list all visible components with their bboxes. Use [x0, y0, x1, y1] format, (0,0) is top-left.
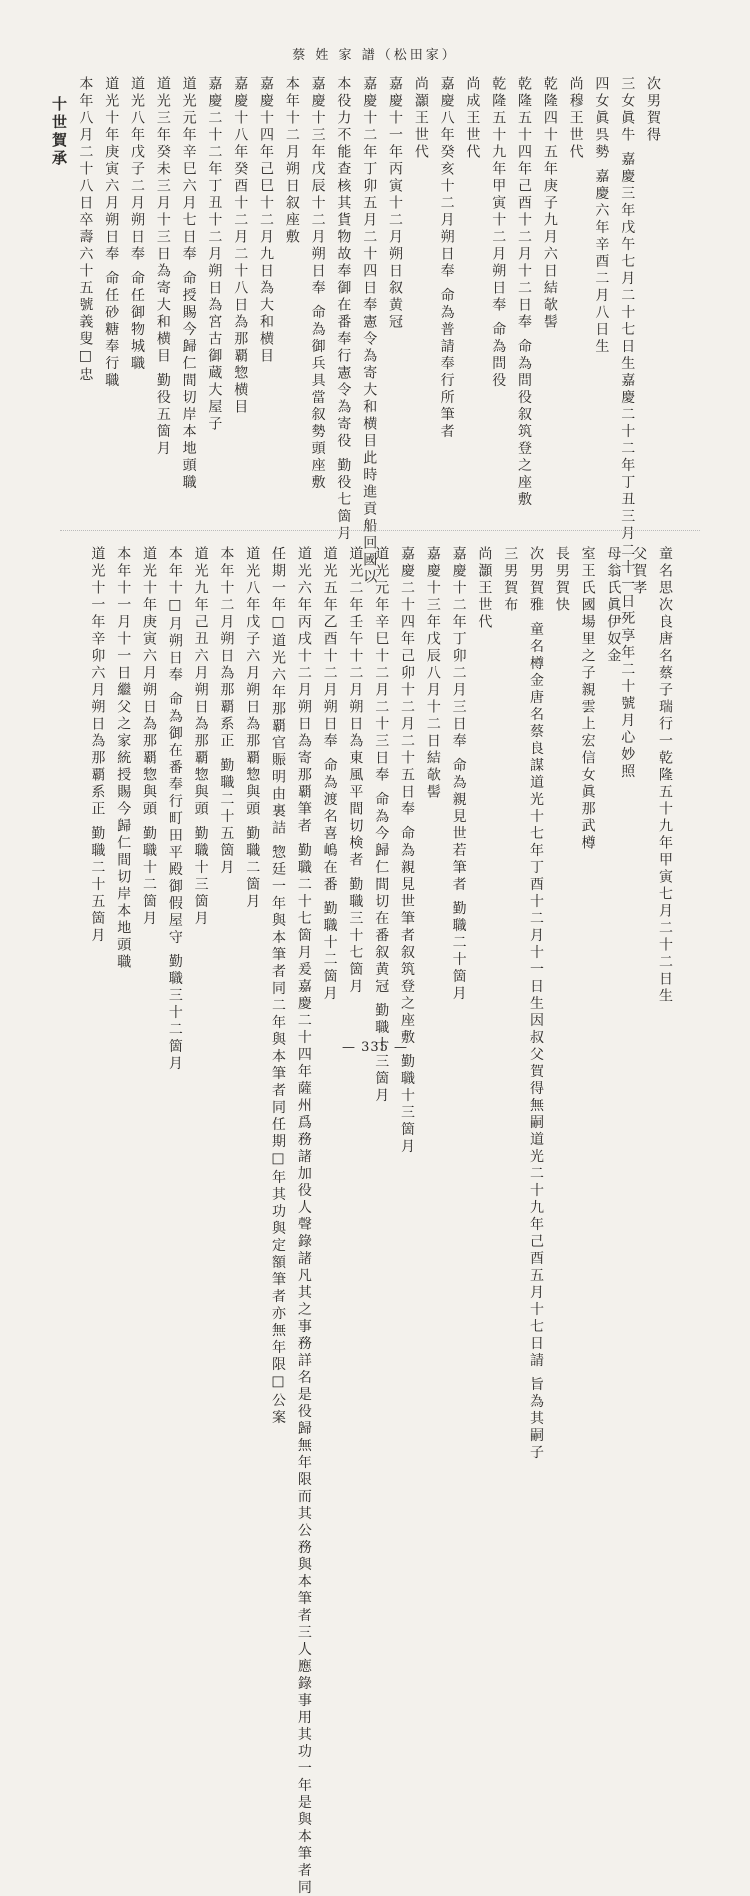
upper-columns-column: 嘉慶八年癸亥十二月朔日奉 命為普請奉行所筆者: [438, 76, 455, 441]
upper-columns-column: 道光八年戊子二月朔日奉 命任御物城職: [129, 76, 145, 373]
upper-columns-column: 嘉慶十二年丁卯五月二十四日奉憲令為寄大和横目此時進貢船回國以: [361, 76, 378, 586]
upper-columns-column: 嘉慶二十二年丁丑十二月朔日為宮古御蔵大屋子: [206, 76, 223, 433]
upper-columns-column: 道光三年癸未三月十三日為寄大和横目 勤役五箇月: [154, 76, 171, 458]
upper-columns-column: 乾隆五十九年甲寅十二月朔日奉 命為問役: [490, 76, 507, 390]
lower-columns-column: 三男賀布: [502, 546, 519, 614]
lower-columns-column: 室王氏國場里之子親雲上宏信女眞那武樽: [579, 546, 596, 852]
lower-columns-column: 本年十一月十一日繼父之家統授賜今歸仁間切岸本地頭職: [115, 546, 132, 971]
page-number: — 335 —: [341, 1040, 409, 1055]
lower-columns-column: 道光六年丙戌十二月朔日為寄那覇筆者 勤職二十七箇月爰嘉慶二十四年薩州爲務諸加役人聲錄諸凡其之事務詳名是役歸無年限而其公務與本筆者三人應錄事用其功一年是與本筆者同: [295, 546, 312, 1896]
upper-columns-column: 次男賀得: [645, 76, 661, 144]
lower-columns-column: 父賀孝: [631, 546, 648, 597]
upper-columns-column: 三女眞牛 嘉慶三年戊午七月二十七日生嘉慶二十二年丁丑三月二十一日死享年二十號月心妙照: [619, 76, 636, 781]
section-divider: [60, 530, 700, 531]
upper-columns-column: 嘉慶十一年丙寅十二月朔日叙黄冠: [387, 76, 403, 331]
lower-columns-column: 本年十□月朔日奉 命為御在番奉行町田平殿御假屋守 勤職三十二箇月: [166, 546, 183, 1073]
upper-columns-column: 本年十二月朔日叙座敷: [283, 76, 300, 246]
lower-columns-column: 次男賀雅 童名樽金唐名蔡良謀道光十七年丁酉十二月十一日生因叔父賀得無嗣道光二十九年己酉五月十七日請 旨為其嗣子: [528, 546, 544, 1462]
upper-columns-column: 道光十年庚寅六月朔日奉 命任砂糖奉行職: [103, 76, 120, 390]
lower-columns-column: 道光十一年辛卯六月朔日為那覇系正 勤職二十五箇月: [89, 546, 106, 945]
lower-columns-column: 嘉慶十二年丁卯二月三日奉 命為親見世若筆者 勤職二十箇月: [450, 546, 467, 1003]
lower-columns-column: 嘉慶二十四年己卯十二月二十五日奉 命為親見世筆者叙筑登之座敷 勤職十三箇月: [399, 546, 415, 1156]
upper-columns-column: 道光元年辛巳六月七日奉 命授賜今歸仁間切岸本地頭職: [180, 76, 197, 492]
lower-columns-column: 道光八年戊子六月朔日為那覇惣與頭 勤職二箇月: [244, 546, 261, 911]
upper-columns-column: 乾隆五十四年己酉十二月十二日奉 命為問役叙筑登之座敷: [516, 76, 532, 509]
lower-columns-column: 本年十二月朔日為那覇系正 勤職二十五箇月: [218, 546, 235, 877]
upper-columns-column: 尚成王世代: [464, 76, 481, 161]
lower-columns-column: 任期一年□道光六年那覇官賑明由裏詰 惣廷一年與本筆者同二年與本筆者同任期□年其功與定額筆者亦無年限□公案: [270, 546, 286, 1427]
upper-columns-column: 尚穆王世代: [567, 76, 584, 161]
lower-columns-column: 道光元年辛巳十二月二十三日奉 命為今歸仁間切在番叙黄冠 勤職十三箇月: [373, 546, 390, 1105]
upper-columns-column: 嘉慶十三年戊辰十二月朔日奉 命為御兵具當叙勢頭座敷: [309, 76, 326, 492]
upper-columns-column: 嘉慶十四年己巳十二月九日為大和横目: [258, 76, 274, 365]
upper-columns-column: 尚灝王世代: [412, 76, 429, 161]
lower-columns-column: 道光十年庚寅六月朔日為那覇惣與頭 勤職十二箇月: [141, 546, 157, 928]
upper-columns-column: 乾隆四十五年庚子九月六日結欹髻: [541, 76, 558, 331]
lower-columns-column: 道光二年壬午十二月朔日為東風平間切検者 勤職三十七箇月: [347, 546, 364, 996]
lower-columns-column: 童名思次良唐名蔡子瑞行一乾隆五十九年甲寅七月二十二日生: [657, 546, 673, 1005]
section-side-label: 十世賀承: [50, 96, 68, 168]
upper-columns-column: 本年八月二十八日卒壽六十五號義叟□忠: [77, 76, 94, 384]
lower-columns-column: 母翁氏眞伊奴金: [605, 546, 622, 665]
lower-columns-column: 道光五年乙酉十二月朔日奉 命為渡名喜嶋在番 勤職十二箇月: [321, 546, 338, 1003]
lower-columns-column: 嘉慶十三年戊辰八月十二日結欹髻: [424, 546, 441, 801]
lower-columns-column: 長男賀快: [553, 546, 570, 614]
page-header: 蔡 姓 家 譜（松田家）: [292, 48, 458, 63]
upper-columns-column: 本役力不能查核其貨物故奉御在番奉行憲令為寄役 勤役七箇月: [335, 76, 352, 543]
upper-columns-column: 四女眞呉勢 嘉慶六年辛酉二月八日生: [593, 76, 610, 356]
lower-columns-column: 道光九年己丑六月朔日為那覇惣與頭 勤職十三箇月: [192, 546, 209, 928]
upper-columns-column: 嘉慶十八年癸酉十二月二十八日為那覇惣横目: [232, 76, 249, 416]
lower-columns-column: 尚灝王世代: [476, 546, 493, 631]
